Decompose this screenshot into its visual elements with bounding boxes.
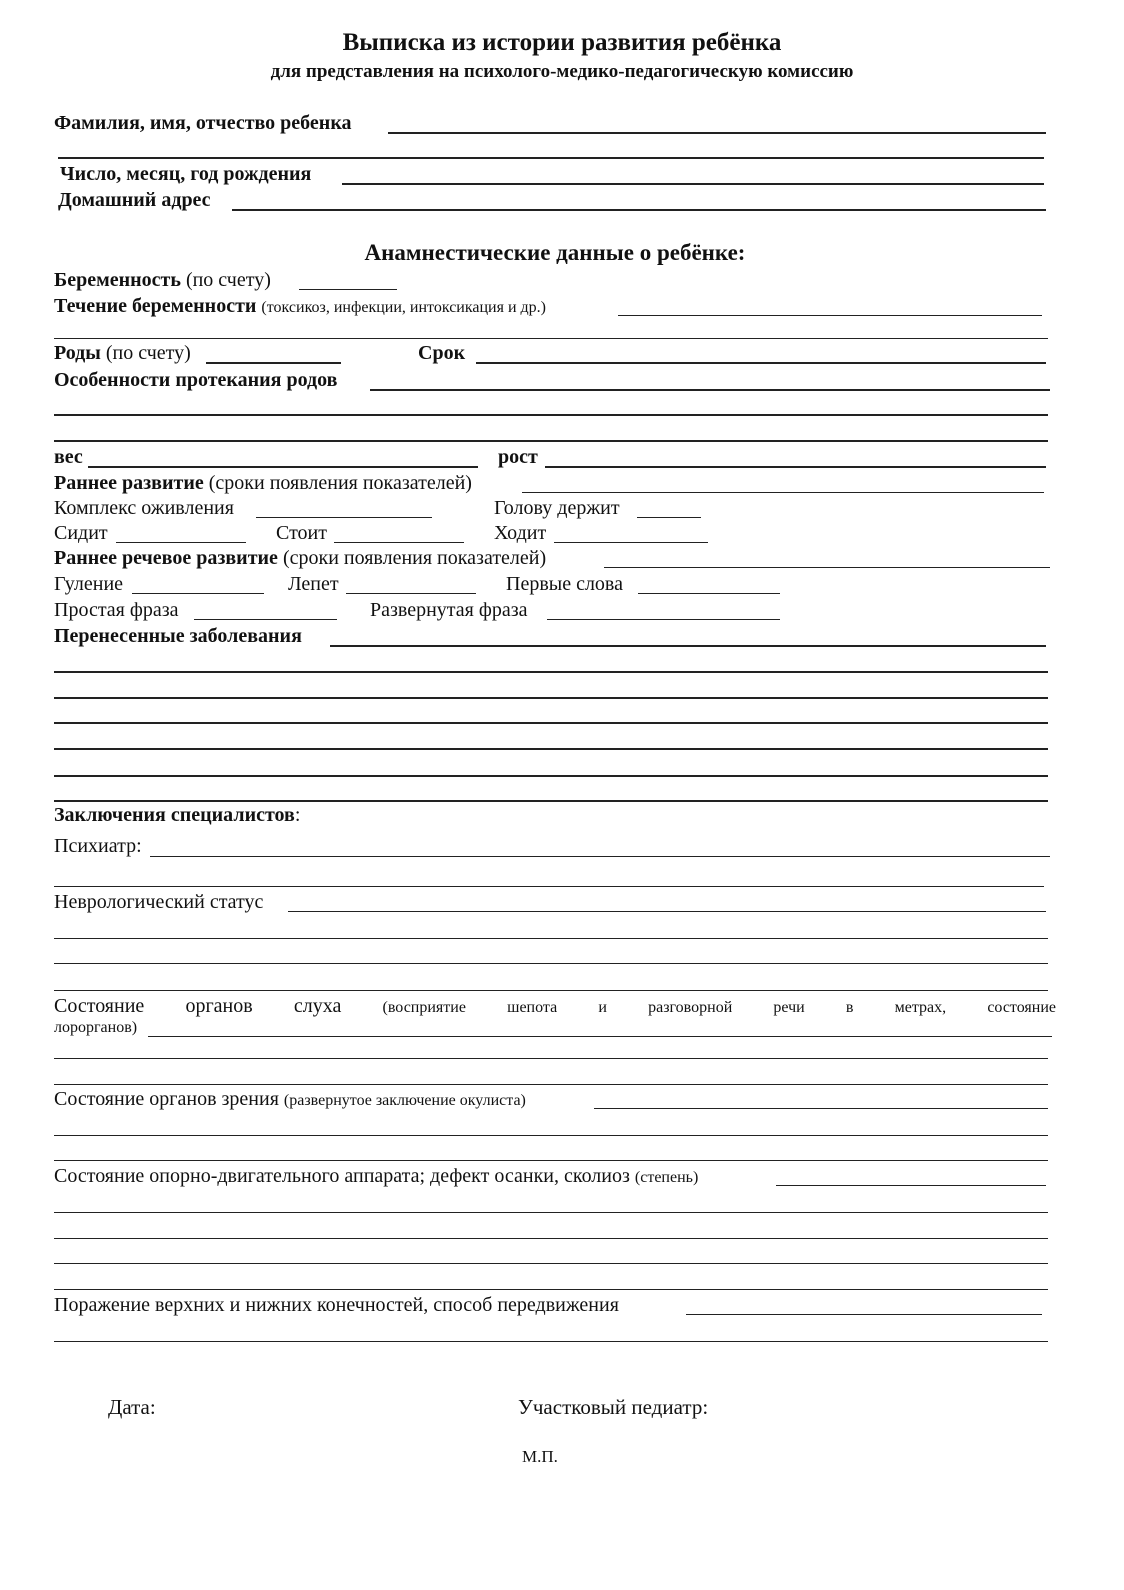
- diseases-field-3[interactable]: [54, 697, 1048, 699]
- pregnancy-field[interactable]: [299, 289, 397, 290]
- weight-field[interactable]: [88, 466, 478, 468]
- early-speech-note: (сроки появления показателей): [282, 547, 547, 569]
- hearing-line2: лорорганов): [54, 1019, 138, 1036]
- revival-complex-field[interactable]: [256, 517, 432, 518]
- term-field[interactable]: [476, 362, 1046, 364]
- sits-label: Сидит: [54, 522, 108, 544]
- babbling-field[interactable]: [346, 593, 476, 594]
- date-label: Дата:: [108, 1395, 156, 1419]
- babbling-label: Лепет: [288, 573, 339, 595]
- neuro-field-3[interactable]: [54, 963, 1048, 964]
- early-dev-row: [54, 473, 472, 493]
- diseases-field-4[interactable]: [54, 722, 1048, 724]
- simple-phrase-label: Простая фраза: [54, 599, 179, 621]
- pregnancy-label: Беременность: [54, 269, 181, 291]
- limbs-label: Поражение верхних и нижних конечностей, способ передвижения: [54, 1294, 619, 1316]
- pregnancy-note: (по счету): [185, 269, 271, 291]
- pregnancy-course-field[interactable]: [618, 315, 1042, 316]
- psychiatrist-label: Психиатр:: [54, 835, 142, 857]
- page-title: Выписка из истории развития ребёнка: [342, 29, 782, 56]
- early-speech-field[interactable]: [604, 567, 1050, 568]
- vision-field-2[interactable]: [54, 1135, 1048, 1136]
- hearing-word: шепота: [507, 999, 558, 1016]
- specialists-heading: Заключения специалистов: [54, 804, 295, 826]
- address-label: Домашний адрес: [58, 189, 211, 211]
- stands-field[interactable]: [334, 542, 464, 543]
- early-speech-label: Раннее речевое развитие: [54, 547, 278, 569]
- page-subtitle: для представления на психолого-медико-педагогическую комиссию: [270, 61, 854, 82]
- birthdate-field[interactable]: [342, 183, 1044, 185]
- hearing-word: слуха: [293, 995, 342, 1017]
- pregnancy-row: [54, 270, 271, 290]
- height-label: рост: [498, 446, 538, 468]
- limbs-field-2[interactable]: [54, 1341, 1048, 1342]
- neuro-field[interactable]: [288, 911, 1046, 912]
- fio-field-continuation[interactable]: [58, 157, 1044, 159]
- pregnancy-course-row: [54, 296, 546, 316]
- hearing-field[interactable]: [148, 1036, 1052, 1037]
- walks-label: Ходит: [494, 522, 547, 544]
- diseases-field-2[interactable]: [54, 671, 1048, 673]
- hearing-word: метрах,: [894, 999, 947, 1016]
- fio-field[interactable]: [388, 132, 1046, 134]
- vision-row: [54, 1089, 526, 1109]
- hearing-word: (восприятие: [382, 999, 466, 1016]
- hearing-field-2[interactable]: [54, 1058, 1048, 1059]
- diseases-label: Перенесенные заболевания: [54, 625, 302, 647]
- extended-phrase-label: Развернутая фраза: [370, 599, 528, 621]
- musculo-field-3[interactable]: [54, 1238, 1048, 1239]
- psychiatrist-field-2[interactable]: [54, 886, 1044, 887]
- neuro-field-4[interactable]: [54, 990, 1048, 991]
- vision-note: (развернутое заключение окулиста): [283, 1092, 526, 1109]
- vision-field-3[interactable]: [54, 1160, 1048, 1161]
- stands-label: Стоит: [276, 522, 327, 544]
- musculo-note: (степень): [634, 1169, 699, 1186]
- stamp-label: М.П.: [522, 1447, 558, 1466]
- hearing-field-3[interactable]: [54, 1084, 1048, 1085]
- hearing-word: органов: [185, 995, 253, 1017]
- birth-note: (по счету): [105, 342, 191, 364]
- weight-label: вес: [54, 446, 83, 468]
- musculo-label: Состояние опорно-двигательного аппарата; дефект осанки, сколиоз: [54, 1165, 630, 1187]
- pregnancy-course-note: (токсикоз, инфекции, интоксикация и др.): [261, 299, 546, 316]
- musculo-field-5[interactable]: [54, 1289, 1048, 1290]
- birth-row: [54, 343, 191, 363]
- diseases-field[interactable]: [330, 645, 1046, 647]
- cooing-field[interactable]: [132, 593, 264, 594]
- early-dev-field[interactable]: [522, 492, 1044, 493]
- hearing-word: состояние: [987, 999, 1056, 1016]
- hearing-word: и: [598, 999, 607, 1016]
- pregnancy-course-label: Течение беременности: [54, 295, 257, 317]
- musculo-field-2[interactable]: [54, 1212, 1048, 1213]
- sits-field[interactable]: [116, 542, 246, 543]
- term-label: Срок: [418, 342, 466, 364]
- first-words-field[interactable]: [638, 593, 780, 594]
- limbs-field[interactable]: [686, 1314, 1042, 1315]
- revival-complex-label: Комплекс оживления: [54, 497, 234, 519]
- hearing-word: в: [845, 999, 854, 1016]
- hearing-row: [54, 995, 1056, 1019]
- walks-field[interactable]: [554, 542, 708, 543]
- birth-features-label: Особенности протекания родов: [54, 369, 338, 391]
- specialists-heading-colon: :: [294, 804, 301, 826]
- address-field[interactable]: [232, 209, 1046, 211]
- birth-features-field-3[interactable]: [54, 440, 1048, 442]
- hearing-word: Состояние: [54, 995, 145, 1017]
- cooing-label: Гуление: [54, 573, 124, 595]
- early-dev-note: (сроки появления показателей): [208, 472, 472, 494]
- diseases-field-5[interactable]: [54, 748, 1048, 750]
- fio-label: Фамилия, имя, отчество ребенка: [54, 112, 352, 134]
- musculo-field[interactable]: [776, 1185, 1046, 1186]
- pregnancy-course-field-2[interactable]: [54, 338, 1048, 339]
- early-dev-label: Раннее развитие: [54, 472, 204, 494]
- birth-features-field[interactable]: [370, 389, 1050, 391]
- diseases-field-6[interactable]: [54, 775, 1048, 777]
- diseases-field-7[interactable]: [54, 800, 1048, 802]
- birth-features-field-2[interactable]: [54, 414, 1048, 416]
- simple-phrase-field[interactable]: [194, 619, 337, 620]
- neuro-field-2[interactable]: [54, 938, 1048, 939]
- early-speech-row: [54, 548, 546, 568]
- birthdate-label: Число, месяц, год рождения: [60, 163, 312, 185]
- extended-phrase-field[interactable]: [547, 619, 780, 620]
- hearing-word: речи: [773, 999, 805, 1016]
- vision-label: Состояние органов зрения: [54, 1088, 279, 1110]
- birth-label: Роды: [54, 342, 101, 364]
- first-words-label: Первые слова: [506, 573, 623, 595]
- musculo-field-4[interactable]: [54, 1263, 1048, 1264]
- specialists-heading-row: [54, 805, 300, 825]
- pediatrician-label: Участковый педиатр:: [518, 1395, 709, 1419]
- neuro-label: Неврологический статус: [54, 891, 264, 913]
- holds-head-field[interactable]: [637, 517, 701, 518]
- birth-count-field[interactable]: [206, 362, 341, 364]
- height-field[interactable]: [545, 466, 1046, 468]
- anamnesis-heading: Анамнестические данные о ребёнке:: [364, 240, 746, 265]
- hearing-word: разговорной: [648, 999, 733, 1016]
- psychiatrist-field[interactable]: [150, 856, 1050, 857]
- musculo-row: [54, 1166, 698, 1186]
- vision-field[interactable]: [594, 1108, 1048, 1109]
- holds-head-label: Голову держит: [494, 497, 620, 519]
